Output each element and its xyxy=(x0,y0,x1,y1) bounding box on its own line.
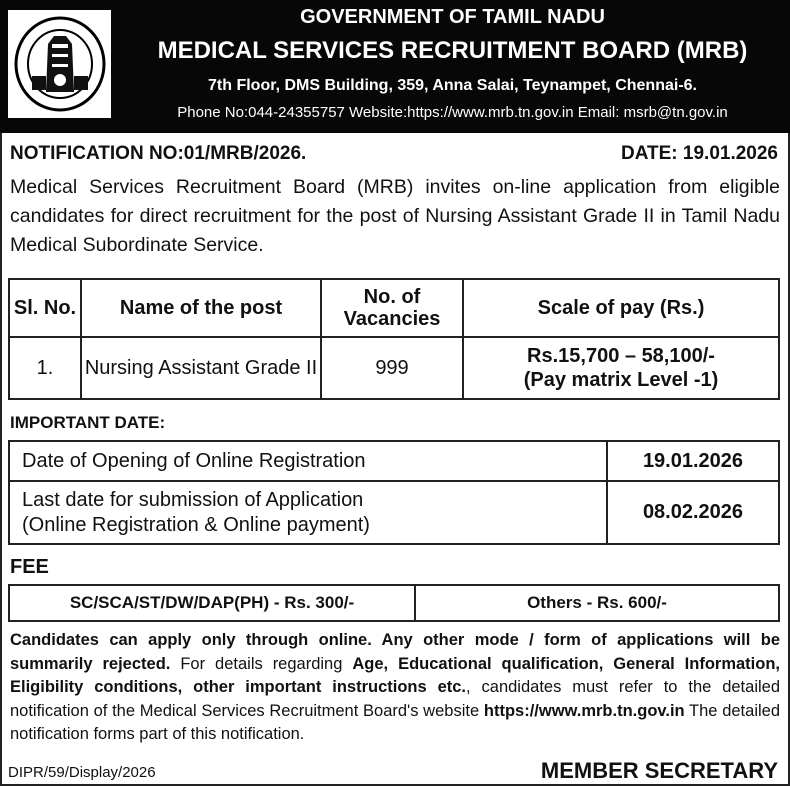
opening-label: Date of Opening of Online Registration xyxy=(9,441,607,481)
posts-header-row xyxy=(9,279,779,337)
header-sl-no: Sl. No. xyxy=(9,279,81,337)
header-vacancies: No. of Vacancies xyxy=(321,279,463,337)
instructions-text-2: , candidates must refer to the detailed notification of the Medical Services Recruitment Board's website xyxy=(10,678,781,720)
post-sl: 1. xyxy=(9,337,81,399)
notification-number: NOTIFICATION NO:01/MRB/2026. xyxy=(10,143,307,164)
table-row xyxy=(9,585,779,621)
post-vacancies: 999 xyxy=(321,337,463,399)
last-date-label-line1: Last date for submission of Application xyxy=(22,488,364,511)
last-date: 08.02.2026 xyxy=(607,481,779,544)
board-title xyxy=(120,34,785,68)
emblem-icon xyxy=(12,14,108,114)
header-pay-scale: Scale of pay (Rs.) xyxy=(463,279,779,337)
header-post-name: Name of the post xyxy=(81,279,321,337)
post-name: Nursing Assistant Grade II xyxy=(81,337,321,399)
last-date-label xyxy=(9,481,607,544)
important-date-title: IMPORTANT DATE: xyxy=(10,413,166,432)
fee-title: FEE xyxy=(10,556,49,578)
post-pay xyxy=(463,337,779,399)
fee-reserved: SC/SCA/ST/DW/DAP(PH) - Rs. 300/- xyxy=(9,585,415,621)
opening-date: 19.01.2026 xyxy=(607,441,779,481)
notification-date: DATE: 19.01.2026 xyxy=(620,143,778,164)
website-link[interactable]: https://www.mrb.tn.gov.in xyxy=(483,701,685,720)
tamil-nadu-emblem-logo xyxy=(8,10,111,118)
instructions-text-3: The detailed notification forms part of this notification. xyxy=(10,701,781,743)
header-banner xyxy=(0,0,790,133)
board-contact xyxy=(120,104,785,121)
board-address xyxy=(120,77,785,95)
table-row xyxy=(9,337,779,399)
member-secretary: MEMBER SECRETARY xyxy=(540,758,778,783)
posts-table xyxy=(8,278,780,400)
pay-range: Rs.15,700 – 58,100/- xyxy=(527,345,715,367)
government-title-text: GOVERNMENT OF TAMIL NADU xyxy=(300,6,605,28)
instructions-bold-1: Candidates can apply only through online. Any other mode / form of applications will be summarily rejected. xyxy=(10,631,780,673)
table-row xyxy=(9,481,779,544)
board-contact-text: Phone No:044-24355757 Website:https://www.mrb.tn.gov.in Email: msrb@tn.gov.in xyxy=(177,104,728,121)
board-title-text: MEDICAL SERVICES RECRUITMENT BOARD (MRB) xyxy=(157,37,748,64)
last-date-label-line2: (Online Registration & Online payment) xyxy=(22,513,370,536)
instructions-paragraph xyxy=(10,629,780,747)
dipr-reference: DIPR/59/Display/2026 xyxy=(8,764,156,781)
fee-table xyxy=(8,584,780,622)
government-title xyxy=(120,6,785,29)
fee-others: Others - Rs. 600/- xyxy=(415,585,779,621)
table-row xyxy=(9,441,779,481)
instructions-bold-2: Age, Educational qualification, General Information, Eligibility conditions, other important instructions etc. xyxy=(10,654,781,696)
important-dates-table xyxy=(8,440,780,545)
pay-matrix: (Pay matrix Level -1) xyxy=(523,369,719,391)
instructions-text-1: For details regarding xyxy=(170,654,353,673)
intro-paragraph: Medical Services Recruitment Board (MRB) invites on-line application from eligible candidates for direct recruitment for the post of Nursing Assistant Grade II in Tamil Nadu Medical Subordinate Service. xyxy=(10,176,780,256)
board-address-text: 7th Floor, DMS Building, 359, Anna Salai, Teynampet, Chennai-6. xyxy=(208,77,697,94)
